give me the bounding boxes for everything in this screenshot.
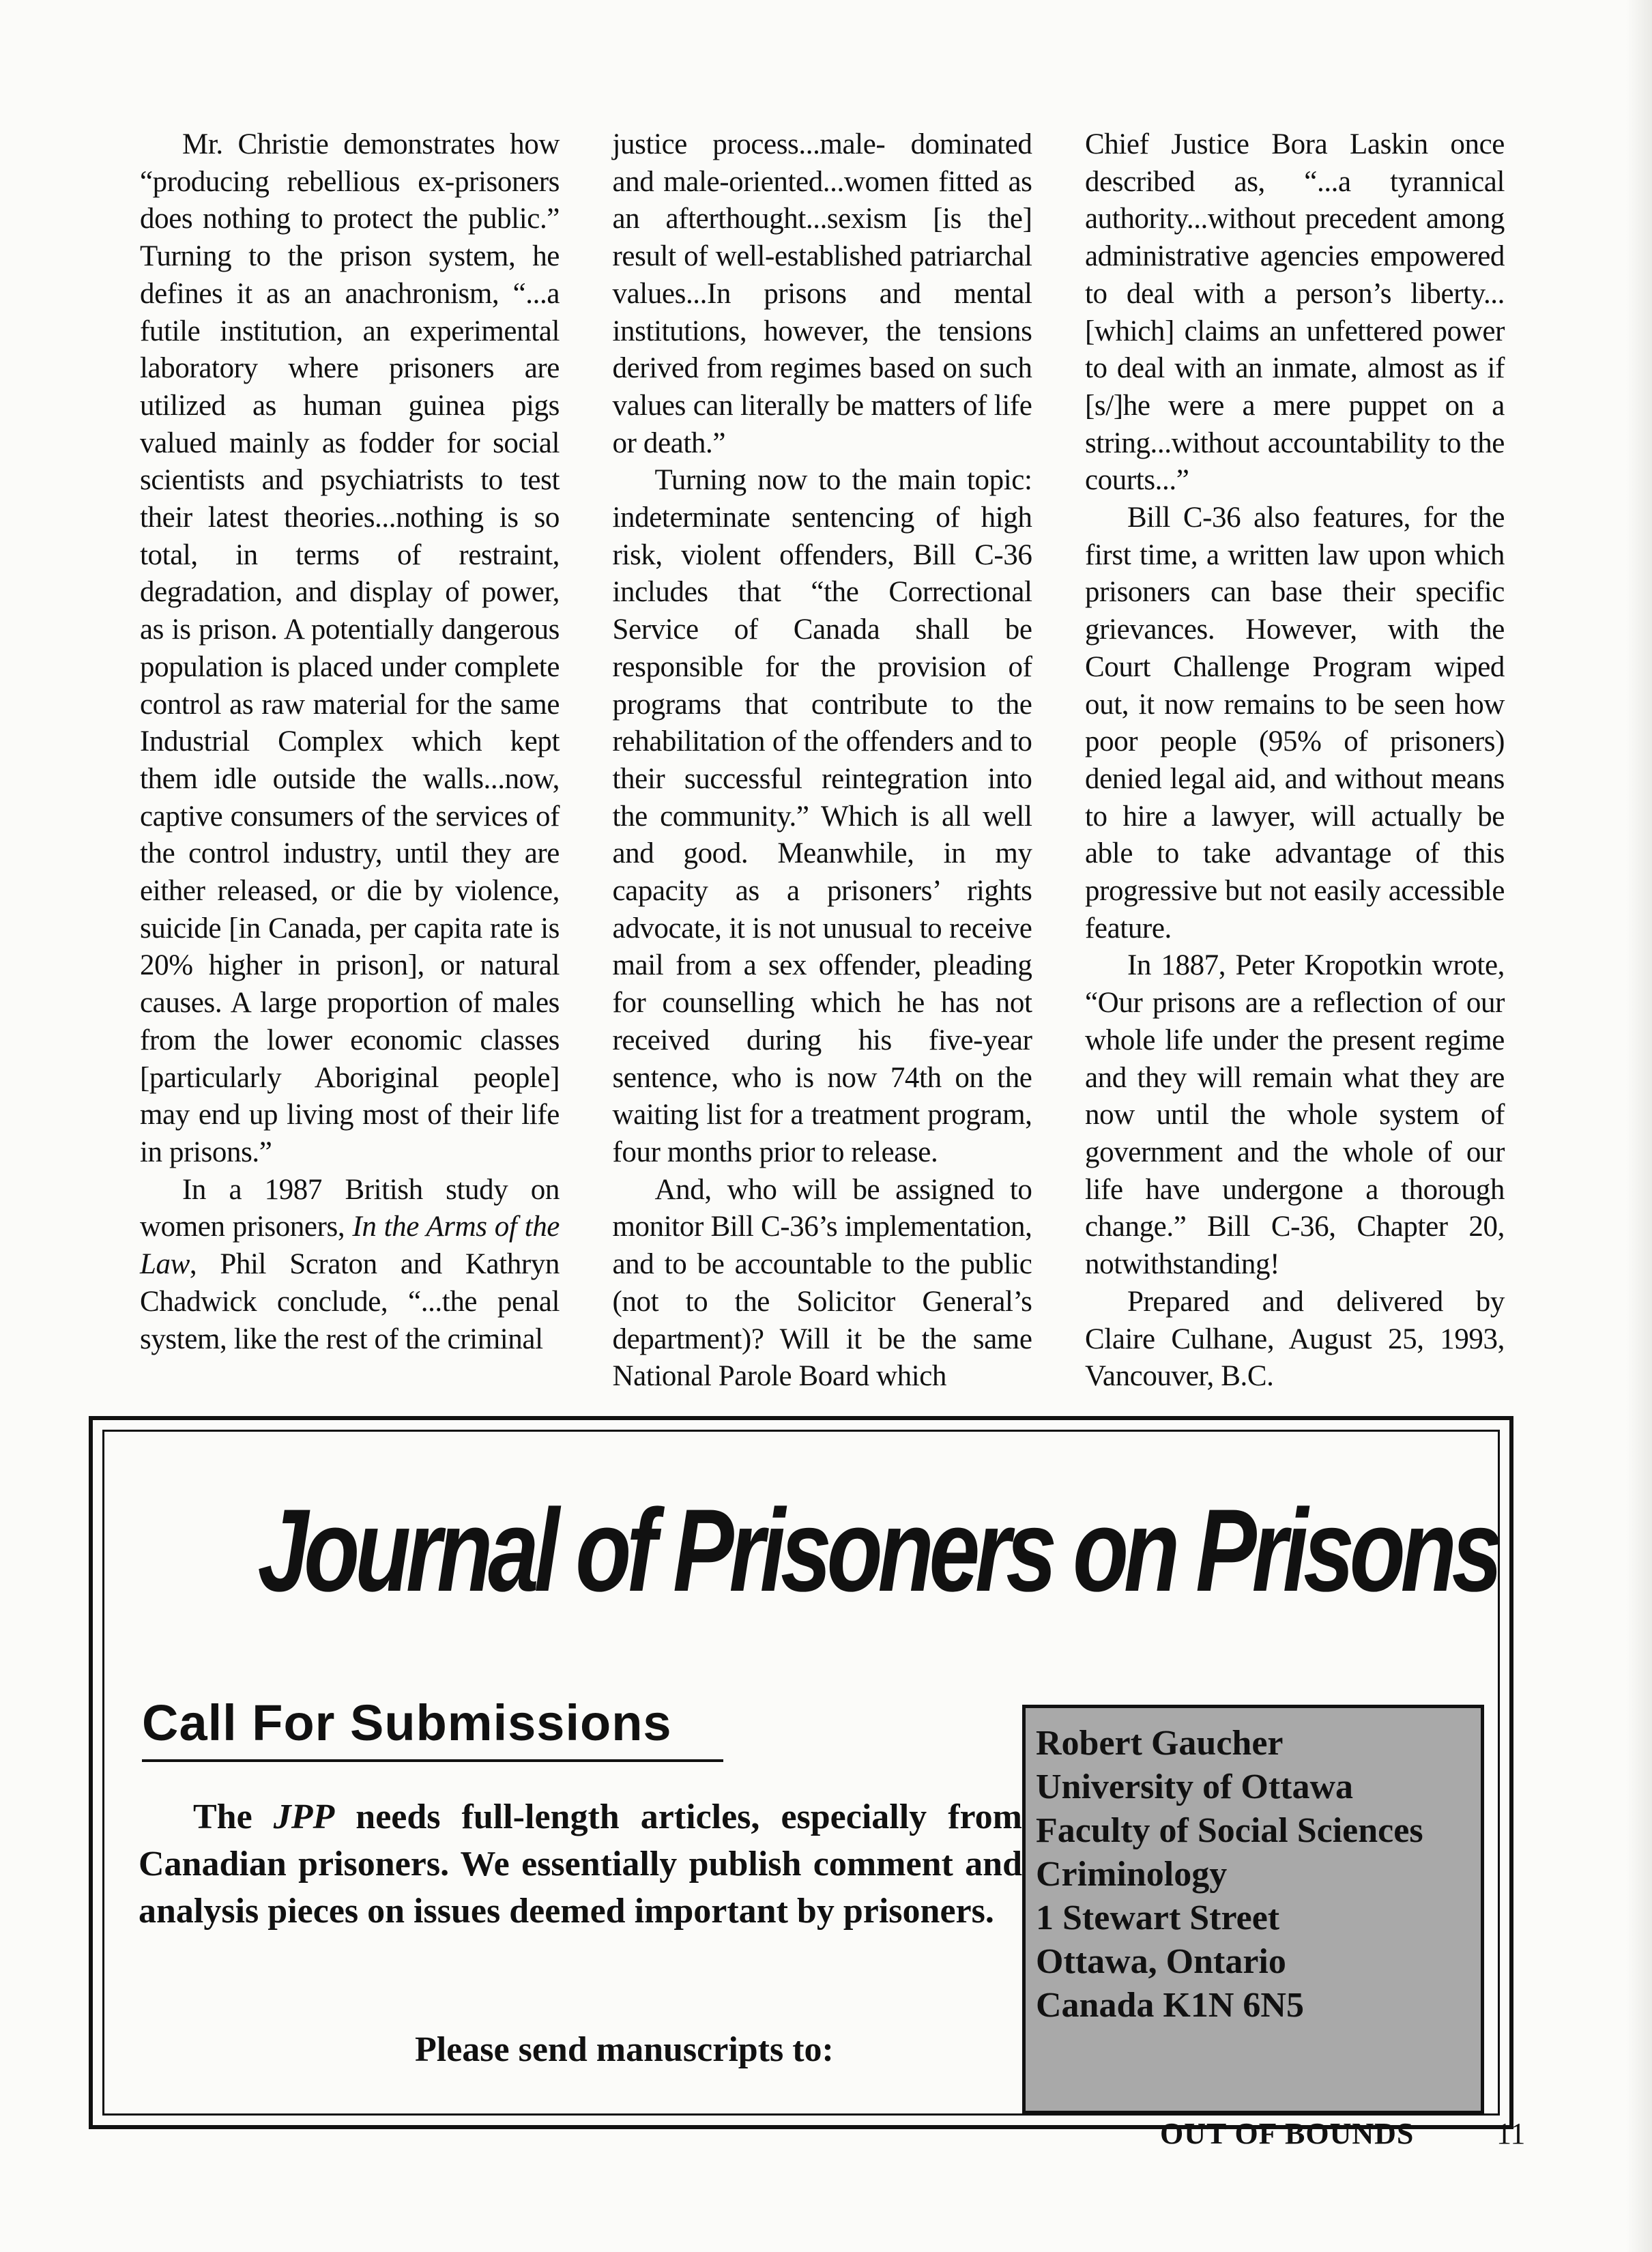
paragraph: Chief Justice Bora Laskin once described as, “...a tyrannical authority...without precedent among administrative agencies empowered to deal with a person’s liberty...[which] claims an unfettered power to deal with an inmate, almost as if [s/]he were a mere puppet on a string...without accountability to the courts...” [1085,128,1505,497]
submissions-ad-box [89,1416,1513,2129]
call-body [139,1793,1022,1935]
paragraph: In 1887, Peter Kropotkin wrote, “Our prisons are a reflection of our whole life under the present regime and they will remain what they are now until the whole system of government and the whole of our life have undergone a thorough change.” Bill C-36, Chapter 20, notwithstanding! [1085,949,1505,1281]
heading-underline [142,1759,723,1762]
paragraph: Bill C-36 also features, for the first time, a written law upon which prisoners can base their specific grievances. However, with the Court Challenge Program wiped out, it now remains to be seen how poor people (95% of prisoners) denied legal aid, and without means to hire a lawyer, will actually be able to take advantage of this progressive but not easily accessible feature. [1085,502,1505,944]
book-title: In the Arms of the Law [140,1211,560,1281]
address-line: Robert Gaucher [1036,1724,1284,1763]
article-column-2 [613,126,1032,1402]
article-columns [140,126,1505,1402]
address-line: Canada K1N 6N5 [1036,1986,1304,2025]
call-for-submissions-heading: Call For Submissions [142,1694,672,1751]
journal-abbreviation: JPP [273,1798,335,1836]
mailing-address-box [1022,1705,1484,2114]
paragraph-text: In a 1987 British study on women prisoners, [140,1173,560,1243]
paragraph-text: , Phil Scraton and Kathryn Chadwick conclude, “...the penal system, like the rest of the criminal [140,1248,560,1355]
address-line: 1 Stewart Street [1036,1899,1280,1937]
address-line: Faculty of Social Sciences [1036,1811,1423,1850]
address-line: Criminology [1036,1855,1228,1894]
send-manuscripts-label: Please send manuscripts to: [415,2030,834,2069]
ad-inner-border [102,1430,1500,2116]
scan-edge-shadow [1626,0,1652,2252]
paragraph: justice process...male- dominated and male-oriented...women fitted as an afterthought...sexism [is the] result of well-established patriarchal values...In prisons and mental institutions, however, the tensions derived from regimes based on such values can literally be matters of life or death.” [612,128,1032,459]
article-column-3 [1085,126,1505,1402]
article-column-1 [140,126,560,1402]
publication-name: OUT OF BOUNDS [1160,2117,1415,2150]
byline: Prepared and delivered by Claire Culhane, August 25, 1993, Vancouver, B.C. [1085,1285,1505,1393]
paragraph: Turning now to the main topic: indeterminate sentencing of high risk, violent offenders, Bill C-36 includes that “the Correctional Service of Canada shall be responsible for the provision of programs that contribute to the rehabilitation of the offenders and to their successful reintegration into the community.” Which is all well and good. Meanwhile, in my capacity as a prisoners’ rights advocate, it is not unusual to receive mail from a sex offender, pleading for counselling which he has not received during his five-year sentence, who is now 74th on the waiting list for a treatment program, four months prior to release. [612,464,1032,1168]
address-line: University of Ottawa [1036,1767,1354,1806]
call-body-text: The [193,1798,274,1836]
paragraph: And, who will be assigned to monitor Bill C-36’s implementation, and to be accountable to the public (not to the Solicitor General’s department)? Will it be the same National Parole Board which [612,1173,1032,1393]
page-number: 11 [1496,2117,1526,2150]
paragraph: Mr. Christie demonstrates how “producing rebellious ex-prisoners does nothing to protect the public.” Turning to the prison system, he defines it as an anachronism, “...a futile institution, an experimental laboratory where prisoners are utilized as human guinea pigs valued mainly as fodder for social scientists and psychiatrists to test their latest theories...nothing is so total, in terms of restraint, degradation, and display of power, as is prison. A potentially dangerous population is placed under complete control as raw material for the same Industrial Complex which kept them idle outside the walls...now, captive consumers of the services of the control industry, until they are either released, or die by violence, suicide [in Canada, per capita rate is 20% higher in prison], or natural causes. A large proportion of males from the lower economic classes [particularly Aboriginal people] may end up living most of their life in prisons.” [140,128,560,1168]
address-line: Ottawa, Ontario [1036,1942,1286,1981]
paragraph [140,1172,560,1359]
journal-masthead: Journal of Prisoners on Prisons [257,1485,1498,1616]
call-body-text: needs full-length articles, especially from Canadian prisoners. We essentially publish comment and analysis pieces on issues deemed important by prisoners. [139,1798,1022,1931]
